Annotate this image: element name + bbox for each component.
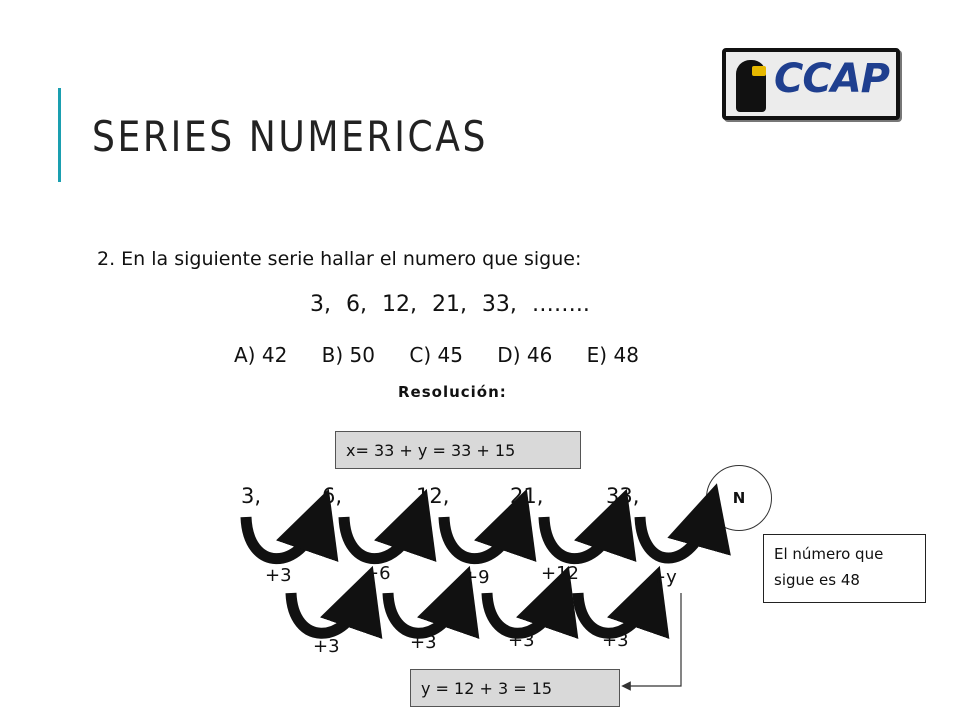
curved-arrow-9 [578, 593, 649, 633]
next-term-circle: N [706, 465, 772, 531]
option-d: D) 46 [497, 343, 553, 367]
connector-line [626, 593, 681, 686]
option-b: B) 50 [321, 343, 375, 367]
term-5: 33, [606, 484, 640, 508]
first-difference-3: +9 [463, 567, 490, 588]
term-2: 6, [322, 484, 343, 508]
logo-text: CCAP [774, 56, 889, 102]
curved-arrow-2 [344, 517, 416, 559]
resolution-label: Resolución: [398, 383, 507, 401]
answer-note: El número que sigue es 48 [763, 534, 926, 603]
term-4: 21, [510, 484, 544, 508]
term-1: 3, [241, 484, 262, 508]
number-series: 3, 6, 12, 21, 33, …….. [310, 292, 590, 317]
option-e: E) 48 [586, 343, 639, 367]
formula-x-box: x= 33 + y = 33 + 15 [335, 431, 581, 469]
first-difference-5: +y [651, 567, 677, 588]
curved-arrow-5 [640, 515, 708, 558]
problem-statement: 2. En la siguiente serie hallar el numero que sigue: [97, 248, 582, 270]
second-difference-3: +3 [508, 630, 535, 651]
option-a: A) 42 [234, 343, 288, 367]
curved-arrow-4 [544, 517, 616, 559]
second-difference-2: +3 [410, 632, 437, 653]
first-difference-2: +6 [364, 563, 391, 584]
second-difference-4: +3 [602, 630, 629, 651]
curved-arrow-1 [246, 517, 318, 559]
curved-arrow-6 [291, 593, 362, 633]
curved-arrow-7 [388, 593, 459, 633]
first-difference-1: +3 [265, 565, 292, 586]
option-c: C) 45 [409, 343, 463, 367]
slide-title: SERIES NUMERICAS [92, 112, 489, 161]
second-difference-1: +3 [313, 636, 340, 657]
curved-arrow-3 [444, 517, 516, 559]
curved-arrow-8 [487, 593, 558, 633]
first-difference-4: +12 [541, 563, 579, 584]
term-3: 12, [416, 484, 450, 508]
formula-y-box: y = 12 + 3 = 15 [410, 669, 620, 707]
